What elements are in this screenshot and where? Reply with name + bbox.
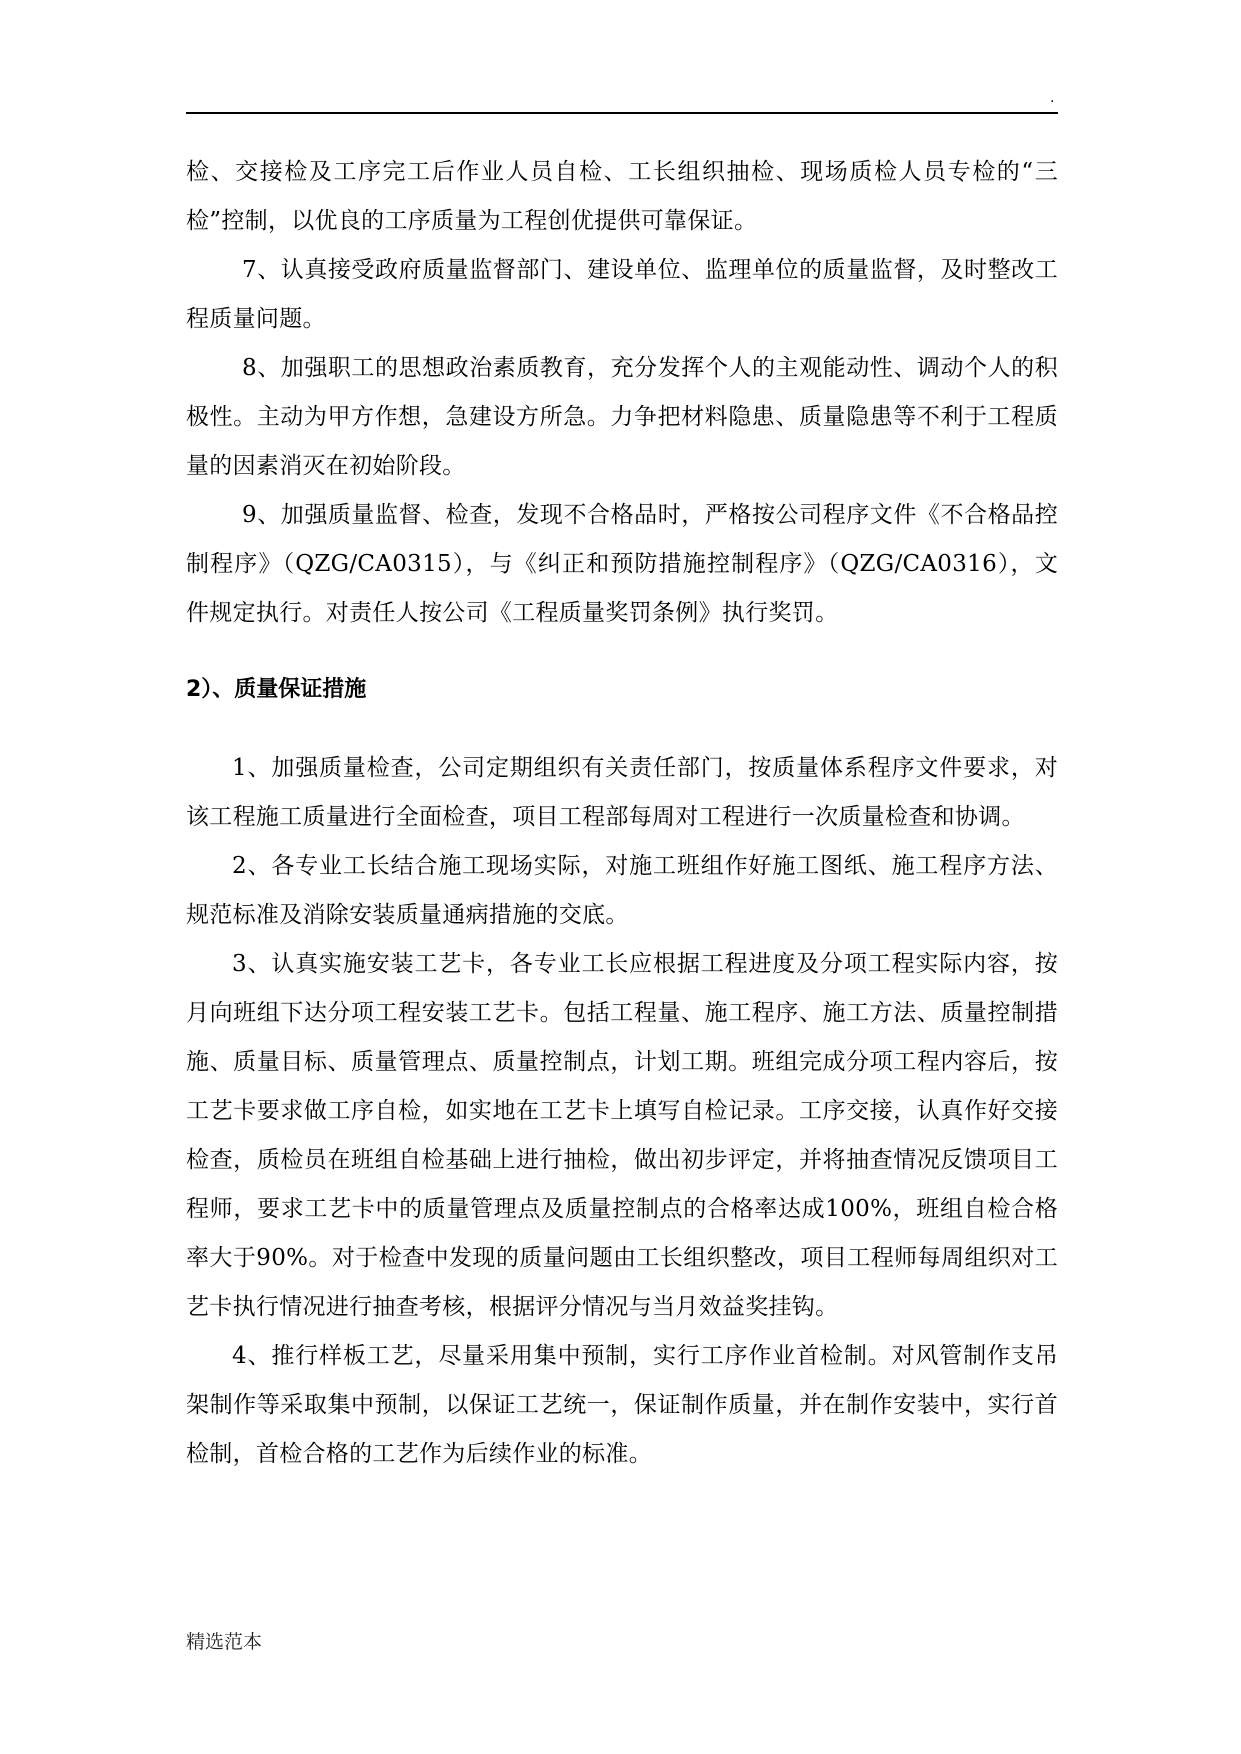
header-mark: . [1050,90,1055,106]
paragraph-item-4: 4、推行样板工艺，尽量采用集中预制，实行工序作业首检制。对风管制作支吊架制作等采取集中预制，以保证工艺统一，保证制作质量，并在制作安装中，实行首检制，首检合格的工艺作为后续作业的标准。 [186,1343,1058,1467]
paragraph-item-1: 1、加强质量检查，公司定期组织有关责任部门，按质量体系程序文件要求，对该工程施工质量进行全面检查，项目工程部每周对工程进行一次质量检查和协调。 [186,755,1058,830]
body-section-top [186,148,1058,638]
footer-label: 精选范本 [186,1631,263,1653]
paragraph-item-9: 9、加强质量监督、检查，发现不合格品时，严格按公司程序文件《不合格品控制程序》（QZG/CA0315），与《纠正和预防措施控制程序》（QZG/CA0316），文件规定执行。对责任人按公司《工程质量奖罚条例》执行奖罚。 [186,502,1058,626]
paragraph-item-7: 7、认真接受政府质量监督部门、建设单位、监理单位的质量监督，及时整改工程质量问题。 [186,257,1058,332]
paragraph-item-3: 3、认真实施安装工艺卡，各专业工长应根据工程进度及分项工程实际内容，按月向班组下达分项工程安装工艺卡。包括工程量、施工程序、施工方法、质量控制措施、质量目标、质量管理点、质量控制点，计划工期。班组完成分项工程内容后，按工艺卡要求做工序自检，如实地在工艺卡上填写自检记录。工序交接，认真作好交接检查，质检员在班组自检基础上进行抽检，做出初步评定，并将抽查情况反馈项目工程师，要求工艺卡中的质量管理点及质量控制点的合格率达成100%，班组自检合格率大于90%。对于检查中发现的质量问题由工长组织整改，项目工程师每周组织对工艺卡执行情况进行抽查考核，根据评分情况与当月效益奖挂钩。 [186,951,1058,1320]
paragraph-continuation: 检、交接检及工序完工后作业人员自检、工长组织抽检、现场质检人员专检的“三检”控制，以优良的工序质量为工程创优提供可靠保证。 [186,159,1058,234]
paragraph-item-8: 8、加强职工的思想政治素质教育，充分发挥个人的主观能动性、调动个人的积极性。主动为甲方作想，急建设方所急。力争把材料隐患、质量隐患等不利于工程质量的因素消灭在初始阶段。 [186,355,1058,479]
body-section-bottom [186,744,1058,1479]
header-rule [186,112,1058,114]
section-heading: 2）、质量保证措施 [186,677,367,702]
paragraph-item-2: 2、各专业工长结合施工现场实际，对施工班组作好施工图纸、施工程序方法、规范标准及消除安装质量通病措施的交底。 [186,853,1058,928]
